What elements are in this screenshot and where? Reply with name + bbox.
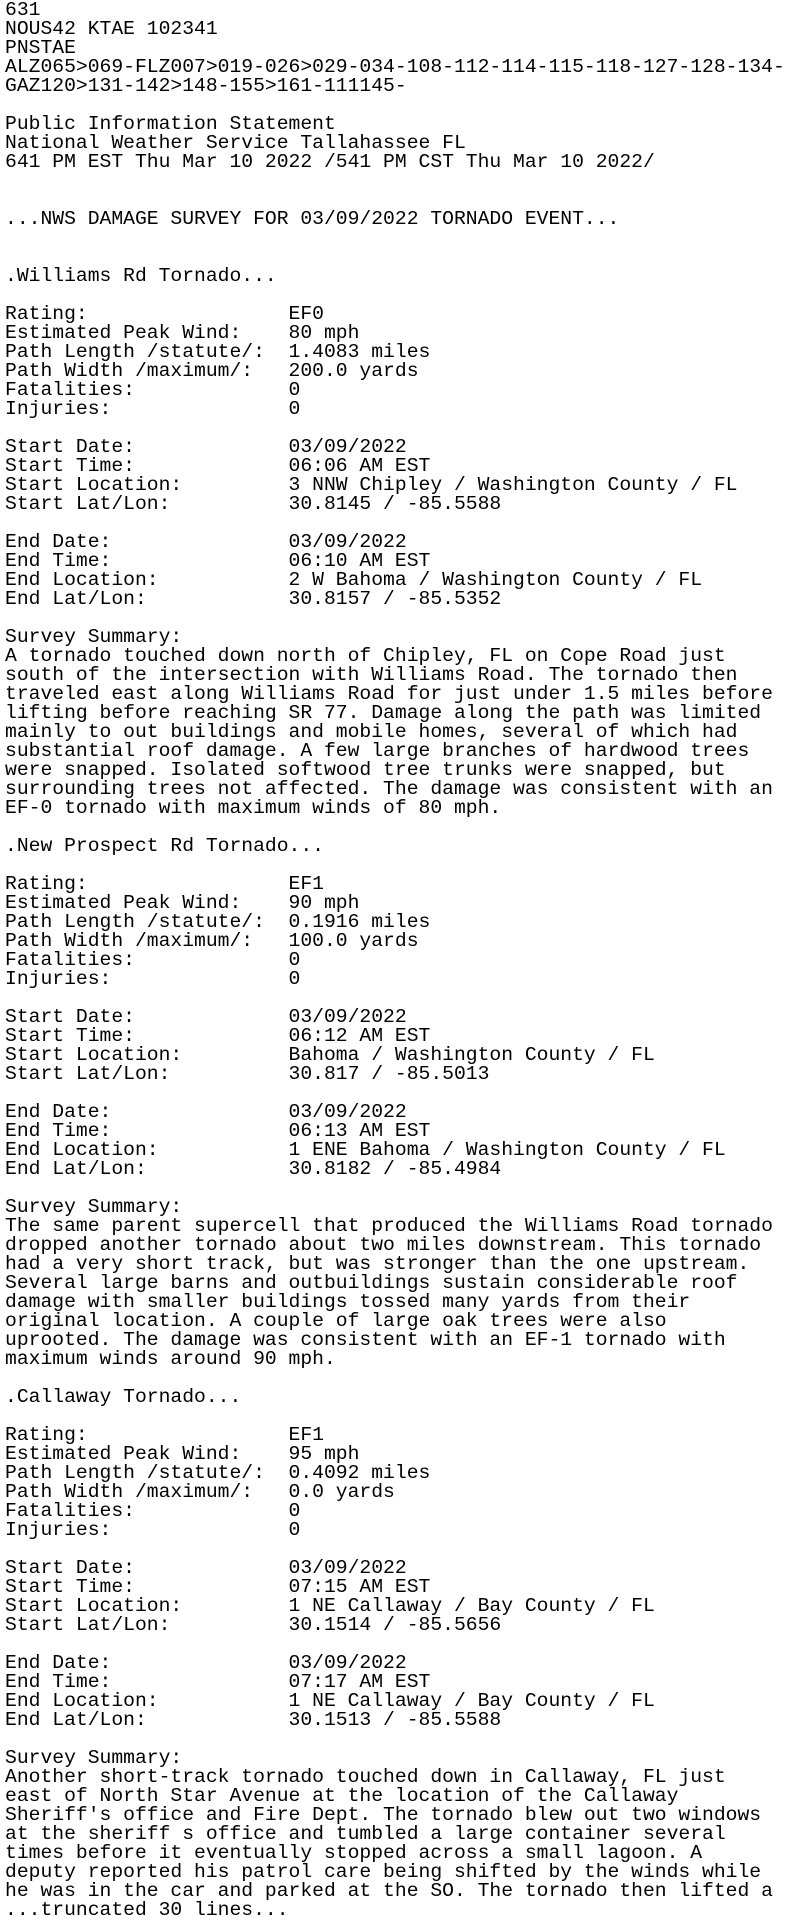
bulletin-line: Estimated Peak Wind: 90 mph [5, 892, 360, 914]
bulletin-line: Path Length /statute/: 1.4083 miles [5, 341, 431, 363]
bulletin-text [5, 1, 799, 1920]
bulletin-line [5, 229, 799, 248]
bulletin-line: dropped another tornado about two miles downstream. This tornado [5, 1234, 762, 1256]
bulletin-line: had a very short track, but was stronger than the one upstream. [5, 1253, 750, 1275]
bulletin-line: Estimated Peak Wind: 95 mph [5, 1443, 360, 1465]
bulletin-line: Start Location: 3 NNW Chipley / Washington County / FL [5, 474, 738, 496]
bulletin-line: End Time: 07:17 AM EST [5, 1671, 431, 1693]
bulletin-line: EF-0 tornado with maximum winds of 80 mph. [5, 797, 502, 819]
bulletin-line: Start Date: 03/09/2022 [5, 1557, 407, 1579]
bulletin-line: End Location: 1 ENE Bahoma / Washington County / FL [5, 1139, 726, 1161]
bulletin-line: 641 PM EST Thu Mar 10 2022 /541 PM CST Thu Mar 10 2022/ [5, 151, 655, 173]
bulletin-line: PNSTAE [5, 37, 76, 59]
bulletin-line: End Date: 03/09/2022 [5, 1101, 407, 1123]
bulletin-line: at the sheriff s office and tumbled a large container several [5, 1823, 726, 1845]
bulletin-line: he was in the car and parked at the SO. The tornado then lifted a [5, 1880, 773, 1902]
bulletin-line: deputy reported his patrol care being shifted by the winds while [5, 1861, 762, 1883]
bulletin-line: Rating: EF1 [5, 1424, 324, 1446]
bulletin-line: lifting before reaching SR 77. Damage along the path was limited [5, 702, 762, 724]
bulletin-line: .Williams Rd Tornado... [5, 265, 277, 287]
bulletin-line: ...NWS DAMAGE SURVEY FOR 03/09/2022 TORNADO EVENT... [5, 208, 620, 230]
bulletin-line: Path Width /maximum/: 100.0 yards [5, 930, 419, 952]
bulletin-line: 631 [5, 1, 41, 21]
bulletin-line: Start Date: 03/09/2022 [5, 436, 407, 458]
bulletin-line: Start Date: 03/09/2022 [5, 1006, 407, 1028]
bulletin-line: Several large barns and outbuildings sustain considerable roof [5, 1272, 738, 1294]
bulletin-line: End Lat/Lon: 30.8157 / -85.5352 [5, 588, 502, 610]
bulletin-line: Survey Summary: [5, 626, 183, 648]
bulletin-line: Path Width /maximum/: 200.0 yards [5, 360, 419, 382]
bulletin-line: The same parent supercell that produced the Williams Road tornado [5, 1215, 773, 1237]
bulletin-line: A tornado touched down north of Chipley, FL on Cope Road just [5, 645, 726, 667]
bulletin-line: End Lat/Lon: 30.8182 / -85.4984 [5, 1158, 502, 1180]
bulletin-line: traveled east along Williams Road for just under 1.5 miles before [5, 683, 773, 705]
bulletin-line: Start Lat/Lon: 30.1514 / -85.5656 [5, 1614, 502, 1636]
bulletin-line: End Time: 06:13 AM EST [5, 1120, 431, 1142]
bulletin-line: substantial roof damage. A few large branches of hardwood trees [5, 740, 750, 762]
bulletin-line: Injuries: 0 [5, 398, 301, 420]
bulletin-line: were snapped. Isolated softwood tree trunks were snapped, but [5, 759, 726, 781]
bulletin-line: National Weather Service Tallahassee FL [5, 132, 466, 154]
bulletin-line: maximum winds around 90 mph. [5, 1348, 336, 1370]
bulletin-line: NOUS42 KTAE 102341 [5, 18, 218, 40]
bulletin-line: times before it eventually stopped across a small lagoon. A [5, 1842, 703, 1864]
bulletin-line: End Location: 2 W Bahoma / Washington County / FL [5, 569, 703, 591]
bulletin-line: Fatalities: 0 [5, 379, 301, 401]
bulletin-line: End Lat/Lon: 30.1513 / -85.5588 [5, 1709, 502, 1731]
bulletin-line: Rating: EF0 [5, 303, 324, 325]
bulletin-line: Fatalities: 0 [5, 949, 301, 971]
bulletin-line: Sheriff's office and Fire Dept. The tornado blew out two windows [5, 1804, 762, 1826]
bulletin-line: Estimated Peak Wind: 80 mph [5, 322, 360, 344]
bulletin-line: mainly to out buildings and mobile homes, several of which had [5, 721, 738, 743]
bulletin-line: Start Lat/Lon: 30.8145 / -85.5588 [5, 493, 502, 515]
bulletin-line: Survey Summary: [5, 1196, 183, 1218]
bulletin-line: Start Time: 06:06 AM EST [5, 455, 431, 477]
truncation-notice: ...truncated 30 lines... [5, 1899, 289, 1920]
bulletin-line: Path Length /statute/: 0.4092 miles [5, 1462, 431, 1484]
bulletin-line: south of the intersection with Williams Road. The tornado then [5, 664, 738, 686]
bulletin-line: Rating: EF1 [5, 873, 324, 895]
bulletin-line: Public Information Statement [5, 113, 336, 135]
bulletin-line: east of North Star Avenue at the location of the Callaway [5, 1785, 679, 1807]
bulletin-line: original location. A couple of large oak trees were also [5, 1310, 667, 1332]
bulletin-line: surrounding trees not affected. The damage was consistent with an [5, 778, 773, 800]
bulletin-line: damage with smaller buildings tossed many yards from their [5, 1291, 691, 1313]
bulletin-line: Start Time: 06:12 AM EST [5, 1025, 431, 1047]
bulletin-line: .Callaway Tornado... [5, 1386, 242, 1408]
bulletin-line: ALZ065>069-FLZ007>019-026>029-034-108-112-114-115-118-127-128-134- [5, 56, 785, 78]
bulletin-line: Start Lat/Lon: 30.817 / -85.5013 [5, 1063, 490, 1085]
bulletin-line: End Date: 03/09/2022 [5, 531, 407, 553]
bulletin-line: Path Width /maximum/: 0.0 yards [5, 1481, 395, 1503]
bulletin-line: Injuries: 0 [5, 968, 301, 990]
bulletin-line: Injuries: 0 [5, 1519, 301, 1541]
bulletin-line: uprooted. The damage was consistent with an EF-1 tornado with [5, 1329, 726, 1351]
bulletin-line: .New Prospect Rd Tornado... [5, 835, 324, 857]
bulletin-line: Start Location: Bahoma / Washington County / FL [5, 1044, 655, 1066]
bulletin-line: End Time: 06:10 AM EST [5, 550, 431, 572]
bulletin-line: End Date: 03/09/2022 [5, 1652, 407, 1674]
bulletin-line: End Location: 1 NE Callaway / Bay County / FL [5, 1690, 655, 1712]
bulletin-line: Start Time: 07:15 AM EST [5, 1576, 431, 1598]
bulletin-line [5, 172, 799, 191]
bulletin-line: Start Location: 1 NE Callaway / Bay County / FL [5, 1595, 655, 1617]
bulletin-line: Path Length /statute/: 0.1916 miles [5, 911, 431, 933]
bulletin-line: GAZ120>131-142>148-155>161-111145- [5, 75, 407, 97]
bulletin-line: Another short-track tornado touched down in Callaway, FL just [5, 1766, 726, 1788]
bulletin-line: Survey Summary: [5, 1747, 183, 1769]
bulletin-line: Fatalities: 0 [5, 1500, 301, 1522]
